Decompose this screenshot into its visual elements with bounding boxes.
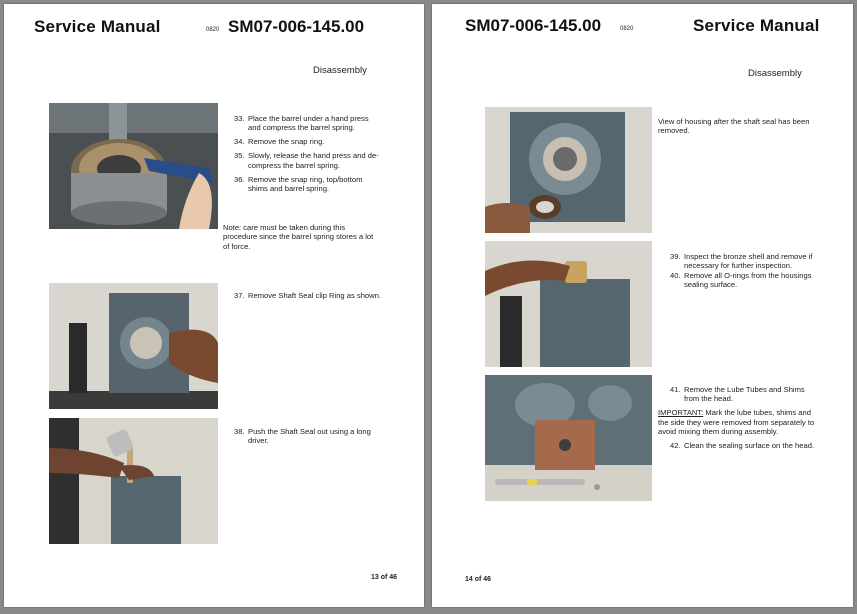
lube-tubes-head-photo	[485, 375, 652, 501]
steps-39-40	[670, 252, 820, 290]
steps-41-42	[658, 385, 818, 455]
barrel-press-photo	[49, 103, 218, 229]
housing-caption: View of housing after the shaft seal has been removed.	[658, 117, 810, 136]
important-note: IMPORTANT: Mark the lube tubes, shims and the side they were removed from separately to avoid mixing them during assembly.	[658, 408, 815, 437]
header-title: Service Manual	[34, 17, 161, 36]
page-13	[4, 4, 424, 607]
step-37: 37. Remove Shaft Seal clip Ring as shown.	[234, 291, 381, 300]
header-code: 0820	[620, 26, 634, 32]
step-35: 35. Slowly, release the hand press and de-compress the barrel spring.	[234, 151, 379, 170]
shaft-seal-driver-photo	[49, 418, 218, 544]
housing-view-photo	[485, 107, 652, 233]
steps-33-36	[234, 114, 379, 198]
step-34: 34. Remove the snap ring.	[234, 137, 325, 147]
note-text: Note: care must be taken during this procedure since the barrel spring stores a lot of force.	[223, 223, 374, 251]
step-38: 38. Push the Shaft Seal out using a long driver.	[234, 427, 371, 446]
header-doc-number: SM07-006-145.00	[228, 17, 365, 36]
section-title: Disassembly	[748, 68, 802, 79]
page-number: 13 of 46	[371, 574, 398, 581]
bronze-shell-photo	[485, 241, 652, 367]
section-title: Disassembly	[313, 65, 367, 76]
header-doc-number: SM07-006-145.00	[465, 16, 602, 35]
page-14	[432, 4, 853, 607]
step-33: 33. Place the barrel under a hand press and compress the barrel spring.	[234, 114, 369, 133]
step-40: 40. Remove all O-rings from the housings sealing surface.	[670, 270, 812, 290]
header-title: Service Manual	[693, 16, 820, 35]
page-number: 14 of 46	[465, 576, 492, 583]
step-41: 41. Remove the Lube Tubes and Shims from the head.	[670, 385, 805, 404]
step-39: 39. Inspect the bronze shell and remove if necessary for further inspection.	[670, 252, 813, 271]
header-code: 0820	[206, 27, 220, 33]
step-42: 42. Clean the sealing surface on the head.	[670, 441, 815, 451]
shaft-seal-clip-ring-photo	[49, 283, 218, 409]
step-36: 36. Remove the snap ring, top/bottom shims and barrel spring.	[234, 174, 363, 194]
